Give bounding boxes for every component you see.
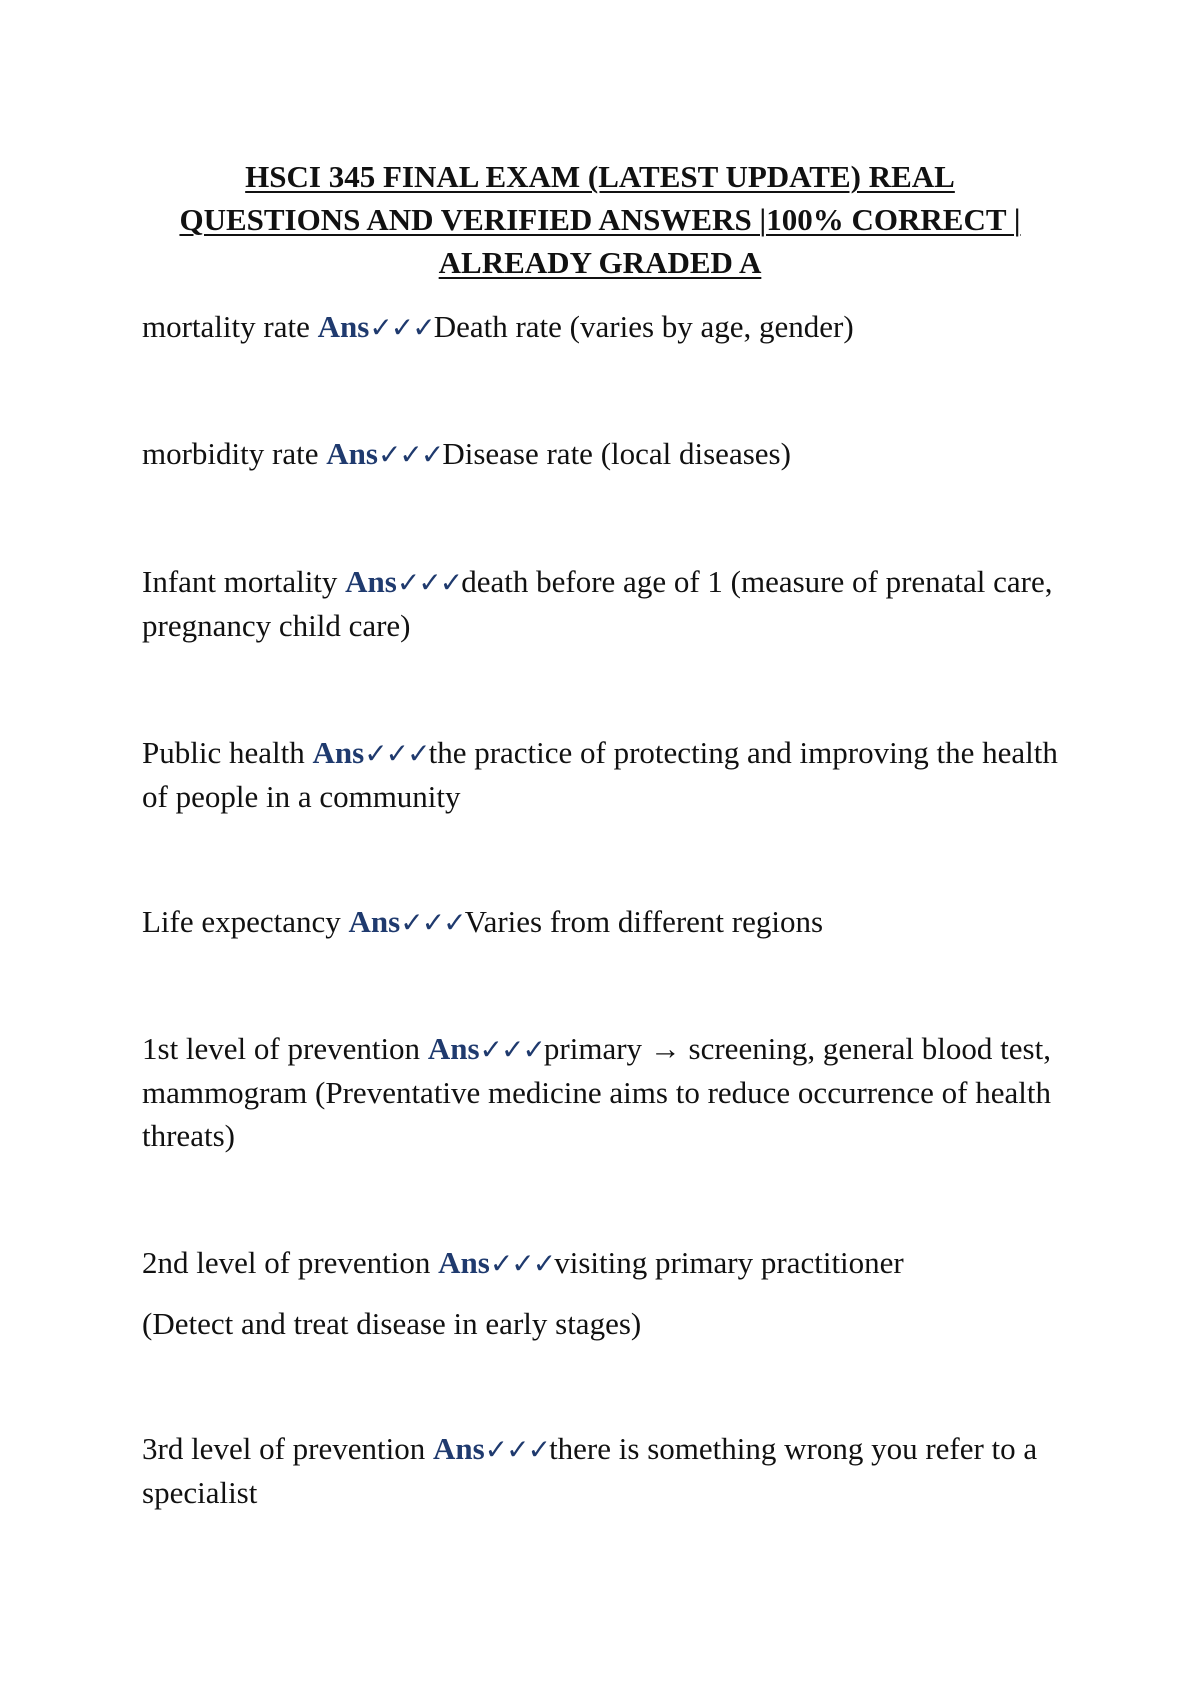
qa-answer: Disease rate (local diseases) (442, 436, 791, 471)
qa-note: (Detect and treat disease in early stages) (142, 1306, 642, 1341)
qa-answer: there is something wrong you refer to a specialist (142, 1431, 1038, 1510)
qa-item-public-health (142, 731, 1062, 818)
title-line-3: ALREADY GRADED A (438, 245, 762, 280)
ans-label: Ans (438, 1245, 490, 1280)
qa-answer: death before age of 1 (measure of prenatal care, pregnancy child care) (142, 564, 1053, 643)
qa-term: 1st level of prevention (142, 1031, 421, 1066)
qa-item-mortality-rate (142, 305, 1062, 349)
qa-item-life-expectancy (142, 900, 1062, 944)
check-marks-icon: ✓✓✓ (489, 1247, 555, 1280)
qa-item-2nd-level-prevention (142, 1241, 1062, 1345)
title-line-2: QUESTIONS AND VERIFIED ANSWERS |100% CORRECT | (179, 202, 1021, 237)
qa-term: morbidity rate (142, 436, 319, 471)
check-marks-icon: ✓✓✓ (369, 311, 434, 344)
title-line-1: HSCI 345 FINAL EXAM (LATEST UPDATE) REAL (245, 159, 955, 194)
check-marks-icon: ✓✓✓ (400, 906, 465, 939)
qa-answer: visiting primary practitioner (554, 1245, 904, 1280)
qa-answer: Varies from different regions (464, 904, 824, 939)
qa-answer: Death rate (varies by age, gender) (433, 309, 854, 344)
check-marks-icon: ✓✓✓ (377, 438, 443, 471)
ans-label: Ans (326, 436, 378, 471)
document-title (140, 155, 1060, 284)
ans-label: Ans (317, 309, 370, 344)
qa-item-1st-level-prevention (142, 1027, 1062, 1157)
qa-term: 2nd level of prevention (142, 1245, 431, 1280)
check-marks-icon: ✓✓✓ (396, 566, 462, 599)
check-marks-icon: ✓✓✓ (484, 1433, 550, 1466)
qa-item-infant-mortality (142, 560, 1062, 647)
ans-label: Ans (312, 735, 365, 770)
ans-label: Ans (432, 1431, 485, 1466)
check-marks-icon: ✓✓✓ (364, 737, 429, 770)
qa-term: mortality rate (142, 309, 310, 344)
ans-label: Ans (345, 564, 397, 599)
ans-label: Ans (348, 904, 401, 939)
qa-term: Life expectancy (142, 904, 341, 939)
qa-item-morbidity-rate (142, 432, 1062, 476)
check-marks-icon: ✓✓✓ (479, 1033, 544, 1066)
qa-term: Public health (142, 735, 305, 770)
qa-term: 3rd level of prevention (142, 1431, 426, 1466)
qa-term: Infant mortality (142, 564, 338, 599)
qa-answer: primary → screening, general blood test, mammogram (Preventative medicine aims to reduce occurrence of health threats) (142, 1031, 1051, 1153)
qa-answer: the practice of protecting and improving the health of people in a community (142, 735, 1058, 814)
qa-item-3rd-level-prevention (142, 1427, 1062, 1514)
ans-label: Ans (427, 1031, 480, 1066)
